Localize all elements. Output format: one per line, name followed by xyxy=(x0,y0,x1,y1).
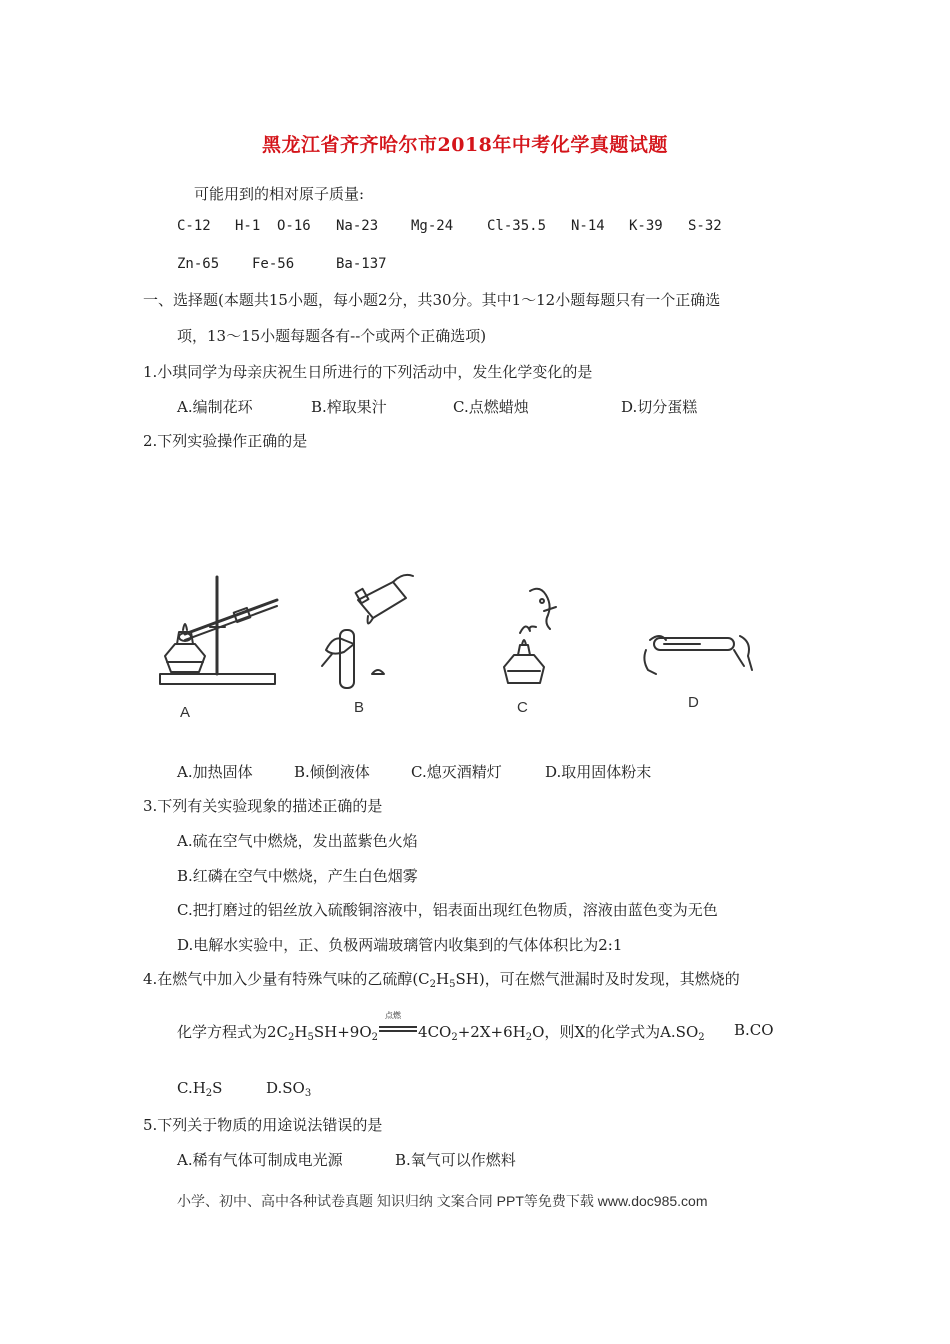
question-3-option-a: A.硫在空气中燃烧，发出蓝紫色火焰 xyxy=(177,832,418,850)
question-2-option-d: D.取用固体粉末 xyxy=(545,763,652,781)
question-4-option-d: $D.SO_3$ xyxy=(266,1079,312,1099)
figure-label-b: B xyxy=(354,699,365,716)
section-heading-line-1: 一、选择题(本题共15小题，每小题2分，共30分。其中1～12小题每题只有一个正确选 xyxy=(143,291,721,309)
figure-d-solid-powder xyxy=(640,630,755,680)
reaction-condition: 点燃 xyxy=(379,1021,417,1035)
footer-download-note[interactable]: 小学、初中、高中各种试卷真题 知识归纳 文案合同 PPT等免费下载 www.doc985.com xyxy=(177,1193,708,1209)
section-heading-line-2: 项，13～15小题每题各有--个或两个正确选项) xyxy=(177,327,487,345)
figure-a-heating-solid xyxy=(155,572,285,692)
question-5-option-b: B.氧气可以作燃料 xyxy=(395,1151,516,1169)
question-1-option-d: D.切分蛋糕 xyxy=(621,398,698,416)
figure-label-d: D xyxy=(688,694,699,711)
figure-label-a: A xyxy=(180,704,191,721)
atomic-mass: Mg-24 xyxy=(411,218,454,234)
question-5-option-a: A.稀有气体可制成电光源 xyxy=(177,1151,343,1169)
atomic-mass: Ba-137 xyxy=(336,256,387,272)
page-title: 黑龙江省齐齐哈尔市2018年中考化学真题试题 xyxy=(262,134,668,156)
question-1-option-c: C.点燃蜡烛 xyxy=(453,398,529,416)
figure-c-extinguish-lamp xyxy=(500,585,570,690)
question-4-stem: 4.在燃气中加入少量有特殊气味的乙硫醇$(C_2H_5SH)$，可在燃气泄漏时及时发现，其燃烧的 xyxy=(143,970,740,990)
atomic-mass: Cl-35.5 xyxy=(487,218,547,234)
atomic-mass-intro: 可能用到的相对原子质量: xyxy=(194,185,365,203)
atomic-mass: Fe-56 xyxy=(252,256,295,272)
question-1-option-a: A.编制花环 xyxy=(177,398,253,416)
question-2-stem: 2.下列实验操作正确的是 xyxy=(143,432,308,450)
figure-b-pouring-liquid xyxy=(318,570,428,695)
question-4-option-b: B.CO xyxy=(734,1021,774,1039)
question-1-option-b: B.榨取果汁 xyxy=(311,398,387,416)
question-2-option-a: A.加热固体 xyxy=(177,763,253,781)
atomic-mass: K-39 xyxy=(629,218,663,234)
atomic-mass: N-14 xyxy=(571,218,605,234)
question-3-option-b: B.红磷在空气中燃烧，产生白色烟雾 xyxy=(177,867,418,885)
question-5-stem: 5.下列关于物质的用途说法错误的是 xyxy=(143,1116,383,1134)
atomic-mass: Zn-65 xyxy=(177,256,220,272)
question-4-equation: 化学方程式为$2C_2H_5SH+9O_2$ 点燃 $4CO_2+2X+6H_2O$，则X的化学式为$A.SO_2$ xyxy=(177,1011,705,1043)
question-2-option-c: C.熄灭酒精灯 xyxy=(411,763,502,781)
atomic-mass: O-16 xyxy=(277,218,311,234)
question-1-stem: 1.小琪同学为母亲庆祝生日所进行的下列活动中，发生化学变化的是 xyxy=(143,363,593,381)
question-2-option-b: B.倾倒液体 xyxy=(294,763,370,781)
question-3-option-c: C.把打磨过的铝丝放入硫酸铜溶液中，铝表面出现红色物质，溶液由蓝色变为无色 xyxy=(177,901,718,919)
question-3-option-d: D.电解水实验中，正、负极两端玻璃管内收集到的气体体积比为2:1 xyxy=(177,936,623,954)
atomic-mass: Na-23 xyxy=(336,218,379,234)
atomic-mass: C-12 xyxy=(177,218,211,234)
atomic-mass: S-32 xyxy=(688,218,722,234)
atomic-mass: H-1 xyxy=(235,218,261,234)
figure-label-c: C xyxy=(517,699,528,716)
question-3-stem: 3.下列有关实验现象的描述正确的是 xyxy=(143,797,383,815)
question-4-option-c: $C.H_2S$ xyxy=(177,1079,223,1099)
